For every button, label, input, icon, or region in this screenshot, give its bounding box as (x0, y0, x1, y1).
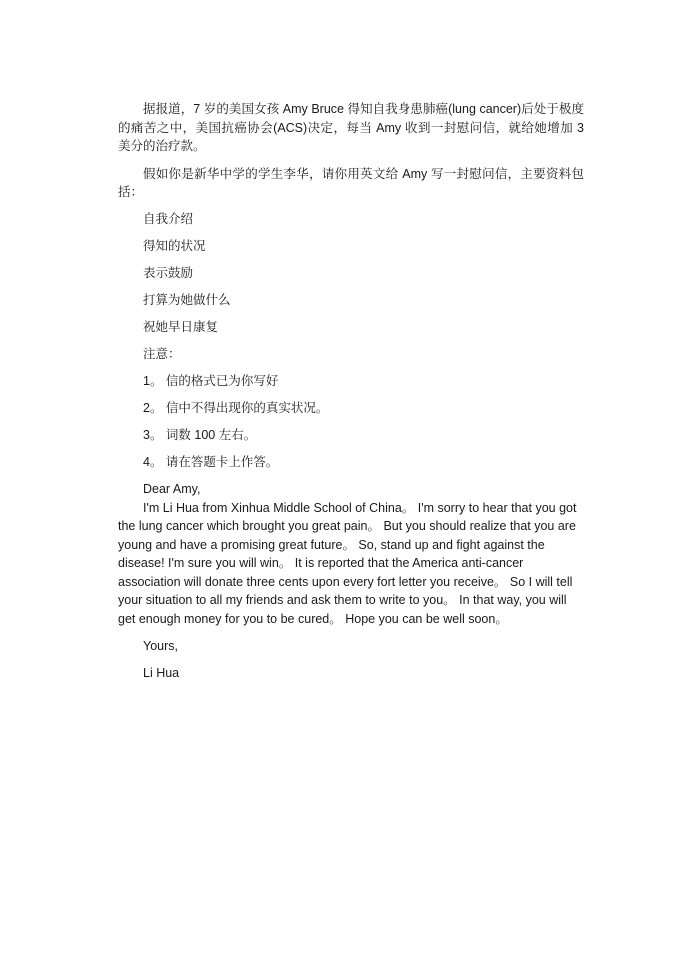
note-1: 1。 信的格式已为你写好 (143, 374, 279, 388)
notes-label: 注意： (143, 347, 181, 361)
prompt-intro: 据报道，7 岁的美国女孩 Amy Bruce 得知自我身患肺癌(lung cancer)后处于极度的痛苦之中，美国抗癌协会(ACS)决定，每当 Amy 收到一封慰问信，就给她增加 3 美分的治疗款。 (118, 102, 584, 153)
document-page (118, 100, 584, 682)
prompt-point-1: 自我介绍 (143, 212, 194, 226)
prompt-point-5: 祝她早日康复 (143, 320, 219, 334)
prompt-point-4: 打算为她做什么 (143, 293, 231, 307)
prompt-point-2: 得知的状况 (143, 239, 206, 253)
letter-salutation: Dear Amy, (143, 482, 201, 496)
prompt-task: 假如你是新华中学的学生李华，请你用英文给 Amy 写一封慰问信，主要资料包括： (118, 166, 584, 199)
letter-body: I'm Li Hua from Xinhua Middle School of China。 I'm sorry to hear that you got the lung cancer which brought you great pain。 But you should realize that you are young and have a promising great future。 So, stand up and fight against the disease! I'm sure you will win。 It is reported that the America anti-cancer association will donate three cents upon every fort letter you receive。 So I will tell your situation to all my friends and ask them to write to you。 In that way, you will get enough money for you to be cured。 Hope you can be well soon。 (118, 500, 577, 626)
note-2: 2。 信中不得出现你的真实状况。 (143, 401, 329, 415)
prompt-point-3: 表示鼓励 (143, 266, 194, 280)
letter-closing: Yours, (143, 638, 178, 653)
note-4: 4。 请在答题卡上作答。 (143, 455, 279, 469)
letter-signature: Li Hua (143, 665, 180, 680)
note-3: 3。 词数 100 左右。 (143, 428, 257, 442)
